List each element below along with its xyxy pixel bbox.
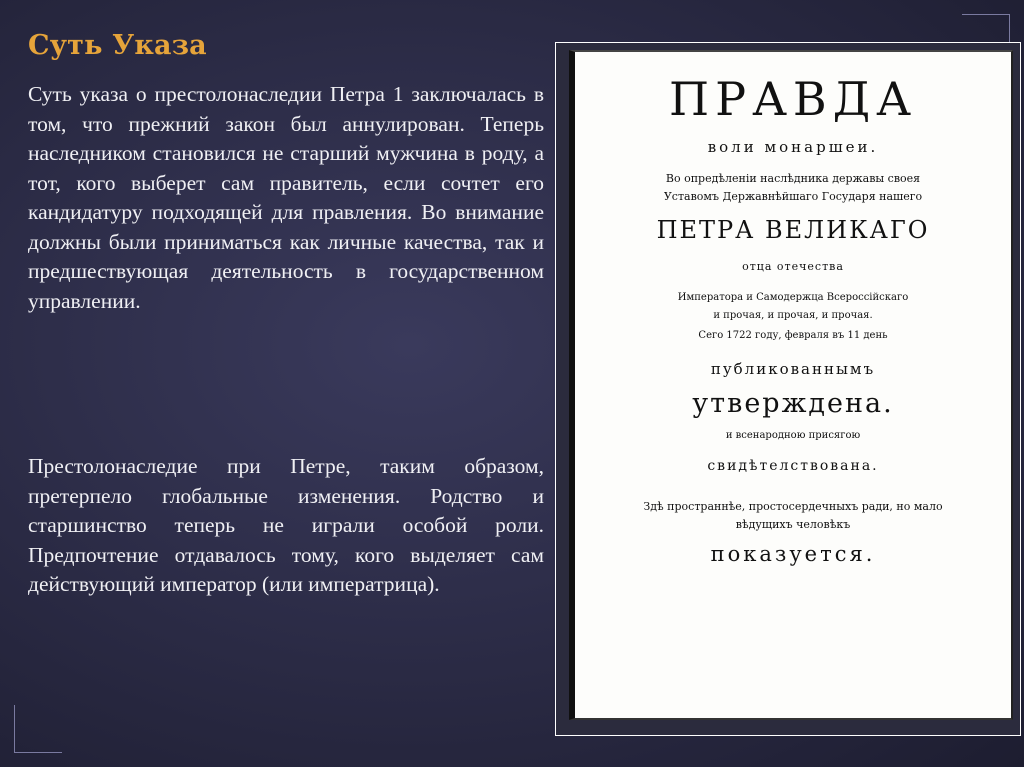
doc-line-6: отца отечества xyxy=(742,260,844,273)
doc-line-15: вѣдущихъ человѣкъ xyxy=(735,518,851,531)
doc-line-2: воли монаршеи. xyxy=(707,138,879,156)
body-paragraph-1: Суть указа о престолонаследии Петра 1 заключалась в том, что прежний закон был аннулирован. Теперь наследником становился не старший мужчина в роду, а тот, кого выберет сам правитель, если сочтет его кандидатуру подходящей для правления. Во внимание должны были приниматься как личные качества, так и предшествующая деятельность в государственном управлении. xyxy=(28,82,544,313)
doc-line-1: ПРАВДА xyxy=(669,72,917,126)
doc-line-9: Сего 1722 году, февраля въ 11 день xyxy=(698,330,888,341)
doc-line-11: утверждена. xyxy=(692,388,894,419)
doc-line-8: и прочая, и прочая, и прочая. xyxy=(713,310,873,321)
doc-line-3: Во опредѣленіи наслѣдника державы своея xyxy=(665,172,921,185)
doc-line-14: Здѣ пространнѣе, простосердечныхъ ради, но мало xyxy=(643,500,943,513)
doc-line-13: свидѣтелствована. xyxy=(707,458,879,474)
body-paragraph-2: Престолонаследие при Петре, таким образом, претерпело глобальные изменения. Родство и старшинство теперь не играли особой роли. Предпочтение отдавалось тому, кого выделяет сам действующий император (или императрица). xyxy=(28,454,544,596)
doc-line-5: ПЕТРА ВЕЛИКАГО xyxy=(656,216,930,244)
doc-line-16: показуется. xyxy=(710,542,876,566)
corner-decoration-bottom-left xyxy=(14,705,62,753)
slide-title: Суть Указа xyxy=(28,30,207,61)
doc-line-10: публикованнымъ xyxy=(710,360,876,378)
doc-line-7: Императора и Самодержца Всероссійскаго xyxy=(677,292,909,303)
doc-line-12: и всенародною присягою xyxy=(725,430,861,441)
doc-line-4: Уставомъ Державнѣйшаго Государя нашего xyxy=(663,190,923,203)
historical-document-image xyxy=(569,50,1013,720)
